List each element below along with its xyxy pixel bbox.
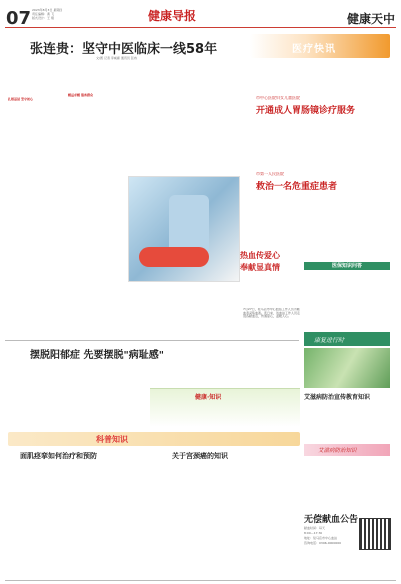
education-title: 艾滋病防治宣传教育知识 xyxy=(304,394,371,401)
lead-body-col-2 xyxy=(68,66,123,168)
header-design-line: 版式设计：王 翔 xyxy=(32,16,54,20)
activity-banner-text: 康复进行时 xyxy=(314,337,345,344)
news-2-body xyxy=(250,194,390,254)
knowledge-header: 医保知识问答 xyxy=(304,262,390,270)
masthead-logo: 健康导报 xyxy=(148,9,197,23)
lead-subhead-2: 精益求精 服务群众 xyxy=(68,93,94,97)
mid-body-col-2 xyxy=(72,362,130,394)
science-banner-text: 科普知识 xyxy=(96,435,128,444)
notice-line-4: 咨询电话：0396-0000000 xyxy=(304,541,342,545)
notice-line-1: 献血时间：每天 xyxy=(304,526,326,530)
notice-line-2: 8:00—17:30 xyxy=(304,531,323,535)
prevention-banner xyxy=(304,444,390,456)
header-rule xyxy=(5,27,396,28)
lead-body-col-1 xyxy=(8,66,64,168)
news-2-title: 救治一名危重症患者 xyxy=(256,182,338,192)
mid-headline: 摆脱阳郁症 先要摆脱"病耻感" xyxy=(30,350,164,361)
mid-body-col-1 xyxy=(8,362,68,394)
bottom-col1-title: 面肌痉挛如何治疗和预防 xyxy=(20,452,97,460)
lead-subhead-1: 扎根基层 坚守初心 xyxy=(8,97,34,101)
news-1-title: 开通成人胃肠镜诊疗服务 xyxy=(256,106,356,116)
news-1-body xyxy=(250,118,390,166)
news-banner xyxy=(250,34,390,58)
qr-code xyxy=(359,518,391,550)
education-body xyxy=(304,402,390,442)
prevention-banner-text: 艾滋病防治知识 xyxy=(318,448,357,454)
news-2-kicker: 市第一人民医院 xyxy=(256,172,284,176)
news-banner-text: 医疗快讯 xyxy=(292,44,336,55)
green-photo xyxy=(304,348,390,388)
right-top-body xyxy=(250,62,390,90)
lead-headline: 张连贵：坚守中医临床一线58年 xyxy=(30,42,218,57)
lead-body-col-4 xyxy=(186,66,241,168)
photo-caption: 7月27日，驻马店市中心血站工作人员为献血者采集血液。连日来，该血站工作人员走进各献血点，传递爱心，温暖人心。 xyxy=(243,308,301,319)
lead-byline: 文/图 记者 李威霖 通讯员 张冉 xyxy=(96,56,137,60)
mid-left-body-2 xyxy=(8,396,148,428)
header-date-line: 2023年8月3日 星期四 xyxy=(32,8,63,12)
notice-line-3: 地址：驻马店市中心血站 xyxy=(304,536,338,540)
health-week-title: 健康·知识 xyxy=(195,394,222,401)
bottom-col2-title: 关于宫颈癌的知识 xyxy=(172,452,228,460)
lead-body-col-3 xyxy=(126,66,182,168)
health-week-panel xyxy=(150,388,300,427)
bottom-col1-body xyxy=(8,462,148,578)
science-banner xyxy=(8,432,300,446)
photo-caption-title-1: 热血传爱心 xyxy=(240,251,280,260)
knowledge-body xyxy=(304,272,390,326)
news-1-kicker: 市中心医院妇女儿童医院 xyxy=(256,96,300,100)
mid-rule xyxy=(5,340,299,341)
photo-caption-title-2: 奉献显真情 xyxy=(240,263,280,272)
page-number: 07 xyxy=(6,8,32,29)
public-notice-title: 无偿献血公告 xyxy=(304,515,359,525)
header-editor-line: 责任编辑：黄 飞 xyxy=(32,12,54,16)
footer-rule xyxy=(5,580,396,581)
bottom-col2-body xyxy=(152,462,300,578)
section-title: 健康天中 xyxy=(347,12,396,26)
donation-photo xyxy=(128,176,240,282)
activity-banner xyxy=(304,332,390,346)
prevention-body xyxy=(304,458,390,498)
